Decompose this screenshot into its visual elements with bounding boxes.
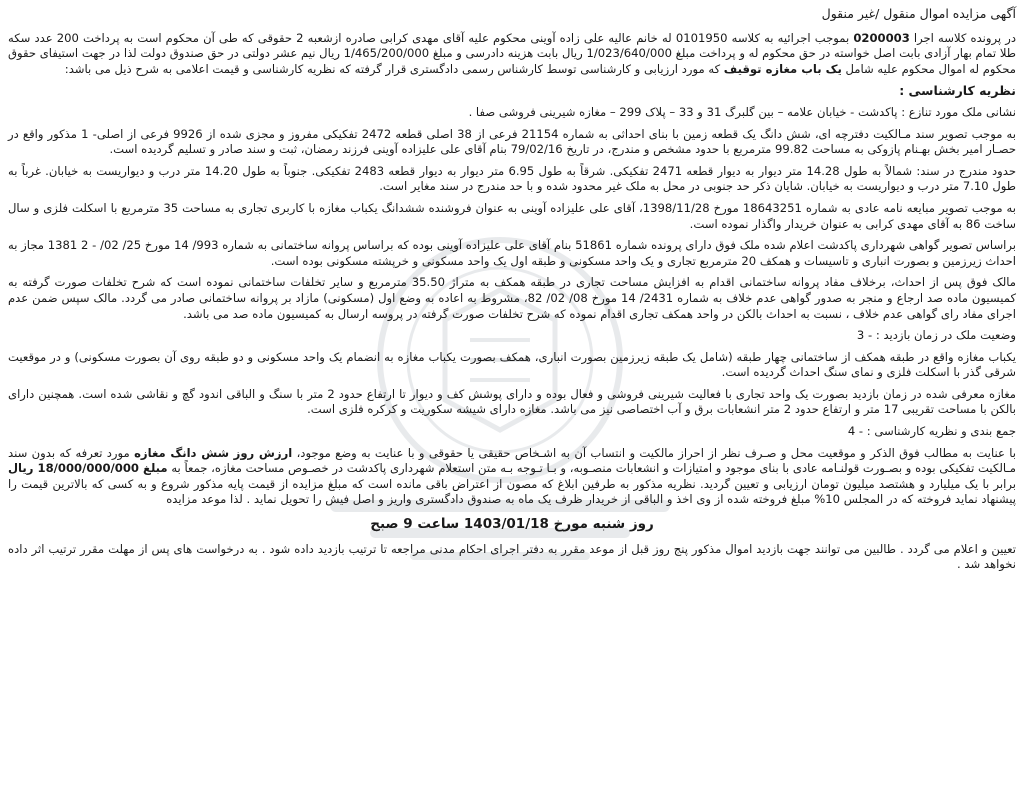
status-section-label: وضعیت ملک در زمان بازدید : - 3 — [856, 328, 1016, 343]
intro-text-1: در پرونده کلاسه اجرا — [909, 30, 1016, 45]
ownership-paragraph: به موجب تصویر سند مـالکیت دفترچه ای، شش دانگ یک قطعه زمین با بنای احداثی به شماره 21154 فرعی از 38 اصلی قطعه 2472 تفکیکی مفروز و مجزی شده از 9926 فرعی از اصلی- 1 مذکور واقع در حصـار امیر بخش بهـنام پازوکی به مساحت 99.82 مترمربع با حدود مشخص و مندرج، در تاریخ 79/02/16 بنام آقای علی علیزاده آوینی فرزند رمضان، ثبت و سند صادر و تسلیم گردیده است. — [8, 126, 1016, 157]
conclusion-text-3: برابر با یک میلیارد و هشتصد میلیون تومان ارزیابی و تعیین گردید. نظریه مذکور به طرفین ابلاغ که مصون از اعتراض باقی مانده است که مبلغ مزایده از قیمت پایه مذکور شروع و به کسی که بالاترین قیمت را پیشنهاد نماید فروخته که در المجلس 10% مبلغ فروخته شده از وی اخذ و الباقی از خریدار ظرف یک ماه به صندوق دادگستری واریز و اصل فیش را تحویل نماید . لذا موعد مزایده — [8, 476, 1016, 507]
property-address: نشانی ملک مورد تنازع : پاکدشت - خیابان علامه – بین گلبرگ 31 و 33 – پلاک 299 – مغازه شیرینی فروشی صفا . — [468, 104, 1016, 119]
value-phrase: ارزش روز شش دانگ مغازه — [134, 445, 293, 460]
conclusion-paragraph — [8, 446, 1016, 508]
auction-notice — [8, 6, 1016, 579]
closing-paragraph: تعیین و اعلام می گردد . طالبین می توانند جهت بازدید اموال مذکور پنج روز قبل از موعد مقرر به دفتر اجرای احکام مدنی مراجعه تا ترتیب بازدید داده شود . به درخواست های پس از مهلت مقرر ترتیب اثر داده نخواهد شد . — [8, 541, 1016, 572]
municipality-paragraph: براساس تصویر گواهی شهرداری پاکدشت اعلام شده ملک فوق دارای پرونده شماره 51861 بنام آقای علی علیزاده آوینی بوده که براساس پروانه ساختمانی به شماره 993/ 14 مورخ 25/ 02/ - 2 1381 مجاز به احداث زیرزمین و بصورت انباری و تاسیسات و همکف 20 مترمربع تجاری و یک واحد مسکونی و طبقه اول یک واحد مسکونی و خرپشته مسکونی بوده است. — [8, 238, 1017, 268]
summary-section-label: جمع بندی و نظریه کارشناسی : - 4 — [847, 424, 1016, 439]
boundaries-paragraph: حدود مندرج در سند: شمالاً به طول 14.28 متر دیوار به دیوار قطعه 2471 تفکیکی. شرقاً به طول 6.95 متر دیوار به دیوار قطعه 2483 تفکیکی. جنوباً به طول 14.20 متر درب و دیواریست به خیابان. غرباً به طول 7.10 متر درب و دیواریست به خیابان. شایان ذکر حد جنوبی در محل به ملک غیر محدود شده و با حد مندرج در سند مغایر است. — [8, 163, 1016, 194]
intro-text-2: بموجب اجرائیه به کلاسه 0101950 له خانم عالیه علی زاده آوینی محکوم علیه آقای مهدی کرابی صادره ازشعبه 2 حقوقی که طی آن محکوم است به پرداخت 200 عدد سکه طلا تمام بهار آزادی بابت اصل خواسته در حق محکوم له و پرداخت مبلغ 1/023/640/000 ریال بابت هزینه دادرسی و مبلغ 1/465/200/000 ریال نیم عشر دولتی در حق صندوق دولت لذا در جهت استیفای حقوق محکوم له اموال محکوم علیه شامل — [8, 30, 1016, 76]
conclusion-text-2: مورد تعرفه که بدون سند مـالکیت تفکیکی بوده و بصـورت قولنـامه عادی با بنای موجود و امتیازات و انشعابات منصـوبه، و بـا تـوجه بـه متن استعلام شهرداری پاکدشت در خصـوص مساحت مغازه، جمعاً به — [8, 445, 1016, 476]
intro-paragraph — [8, 31, 1016, 78]
notice-title: آگهی مزایده اموال منقول /غیر منقول — [821, 6, 1016, 21]
shop-description-paragraph: مغازه معرفی شده در زمان بازدید بصورت یک واحد تجاری با فعالیت شیرینی فروشی و فعال بوده و دارای پوشش کف و دیوار تا ارتفاع حدود 2 متر با سنگ و الباقی اندود گچ و نقاشی شده است. همچنین دارای بالکن با مساحت تقریبی 17 متر و ارتفاع حدود 2 متر انشعابات برق و آب اختصاصی نیز می باشد. مغازه دارای شیشه سکوریت و کرکره فلزی است. — [8, 386, 1017, 417]
building-paragraph: یکباب مغازه واقع در طبقه همکف از ساختمانی چهار طبقه (شامل یک طبقه زیرزمین بصورت انباری، همکف بصورت یکباب مغازه به انضمام یک واحد مسکونی و دو طبقه روی آن بصورت مسکونی) و در موقعیت شرقی گذر با اسکلت فلزی و نمای سنگ احداث گردیده است. — [8, 349, 1016, 380]
conclusion-text-1: با عنایت به مطالب فوق الذکر و موقعیت محل و صـرف نظر از احراز مالکیت و انتساب آن به اشـخاص حقیقی یا حقوقی و با عنایت به وضع موجود، — [292, 445, 1016, 460]
violations-paragraph: مالک فوق پس از احداث، برخلاف مفاد پروانه ساختمانی اقدام به افزایش مساحت تجاری در طبقه همکف به متراژ 35.50 مترمربع و سایر تخلفات ساختمانی نموده است که شرح تخلفات صورت گرفته به کمیسیون ماده صد ارجاع و منجر به صدور گواهی عدم خلاف به شماره 2431/ 14 مورخ 08/ 02/ 82، مشروط به اعاده به وضع اول (مسکونی) مازاد بر پروانه ساختمانی صادر می گردد. مالک سپس ضمن عدم اجرای مفاد رای گواهی عدم خلاف ، نسبت به احداث بالکن در واحد همکف تجاری اقدام نموده که شرح تخلفات صورت گرفته در پروسه ارسال به کمیسیون ماده صد می باشد. — [8, 275, 1016, 321]
case-number: 0200003 — [853, 30, 910, 45]
seized-item: یک باب مغازه توقیف — [723, 61, 842, 76]
auction-date: روز شنبه مورخ 1403/01/18 ساعت 9 صبح — [370, 516, 654, 533]
expert-opinion-heading: نظریه کارشناسی : — [899, 83, 1016, 99]
intro-text-3: که مورد ارزیابی و کارشناسی توسط کارشناس رسمی دادگستری قرار گرفته که نظریه کارشناسی و قیمت اعلامی به شرح ذیل می باشد: — [64, 61, 724, 76]
appraised-amount: مبلغ 18/000/000/000 ریال — [8, 461, 168, 476]
sale-contract-paragraph: به موجب تصویر مبایعه نامه عادی به شماره 18643251 مورخ 1398/11/28، آقای علی علیزاده آوینی به عنوان فروشنده ششدانگ یکباب مغازه با کاربری تجاری به مساحت 35 مترمربع با اسکلت فلزی و سال ساخت 86 به آقای مهدی کرابی به عنوان خریدار واگذار نموده است. — [8, 200, 1016, 231]
